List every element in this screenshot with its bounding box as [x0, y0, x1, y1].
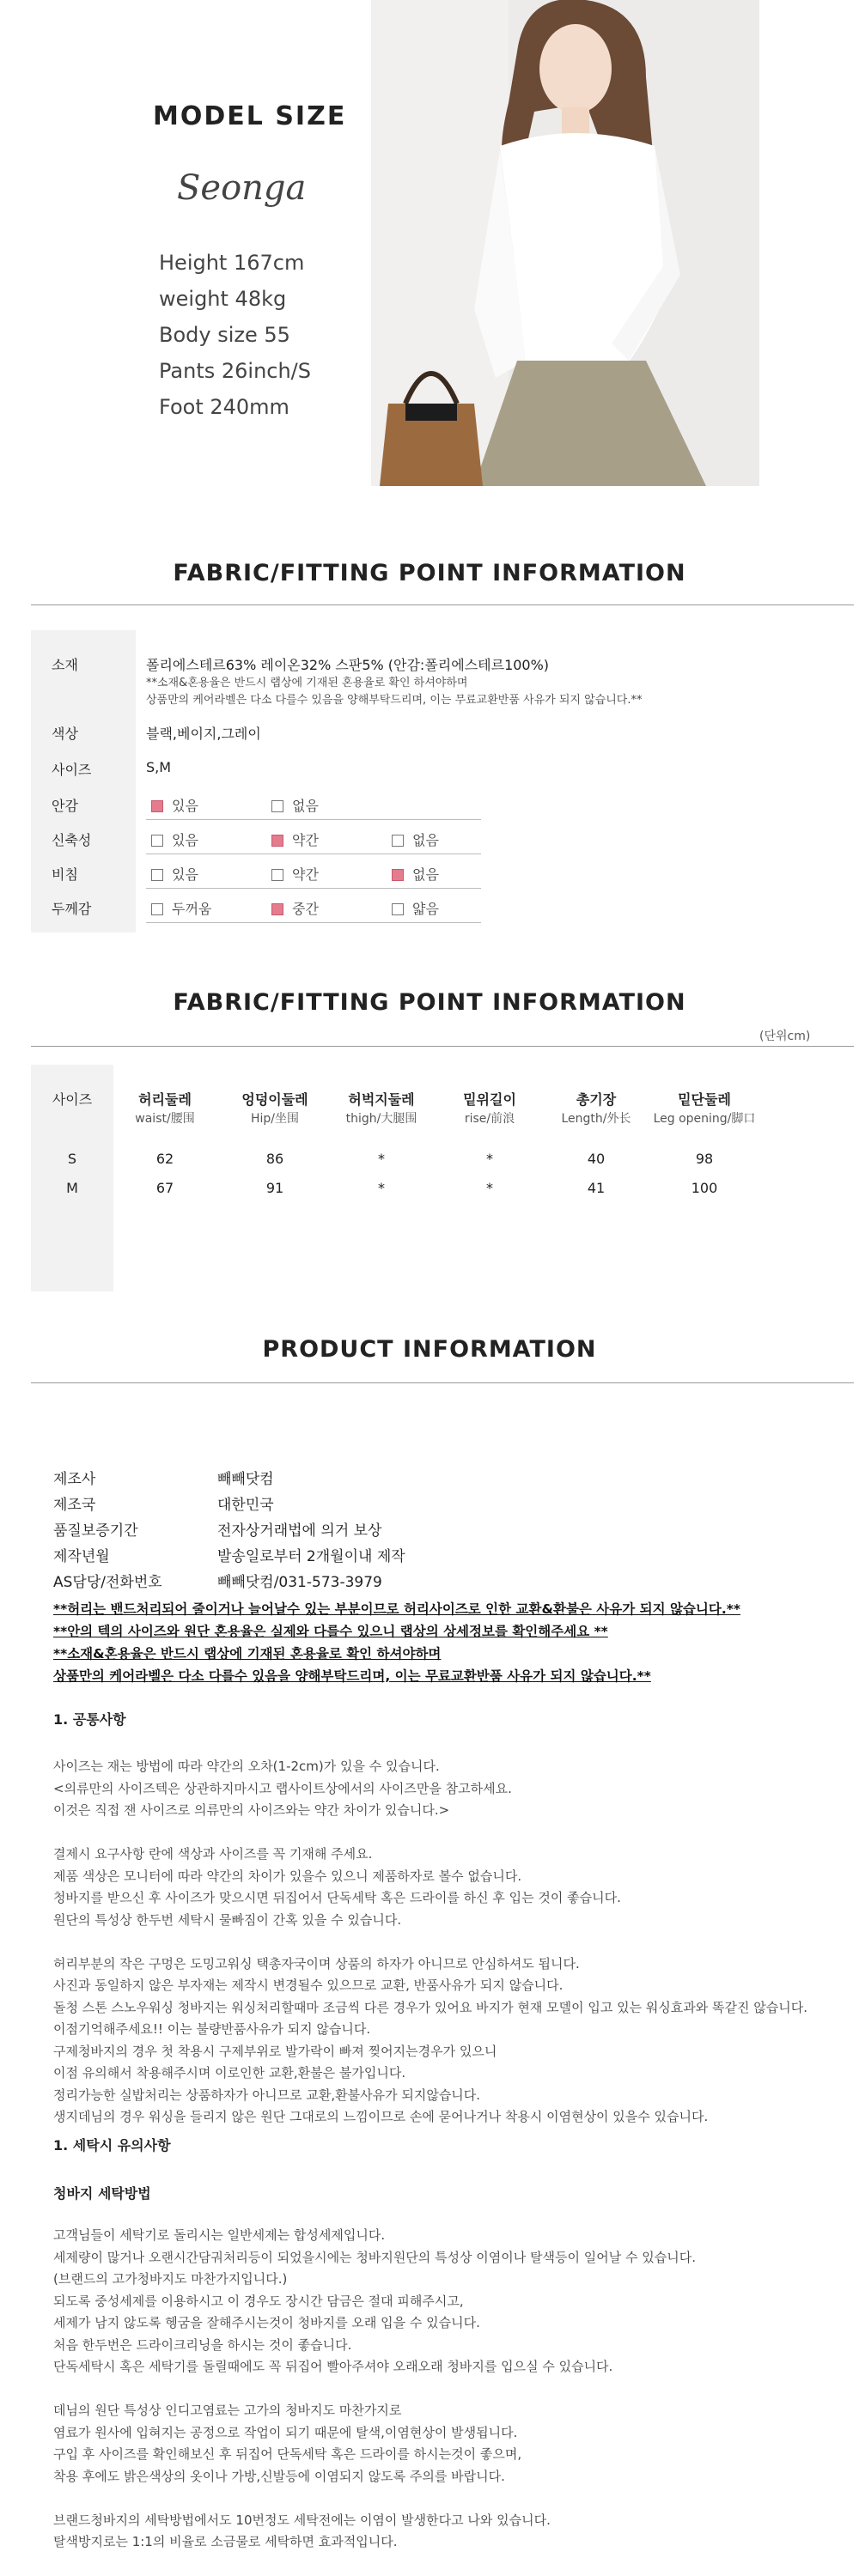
fit-option	[392, 898, 439, 918]
fit-option-label: 약간	[292, 832, 319, 848]
body-line: 세제량이 많거나 오랜시간담궈처리등이 되었을시에는 청바지원단의 특성상 이염이나 탈색등이 일어날 수 있습니다.	[53, 2249, 696, 2265]
fit-option	[271, 898, 319, 918]
material-note-2: 상품만의 케어라벨은 다소 다를수 있음을 양해부탁드리며, 이는 무료교환반품 사유가 되지 않습니다.**	[146, 694, 643, 707]
size-cell: 100	[691, 1180, 718, 1196]
body-line: 처음 한두번은 드라이크리닝을 하시는 것이 좋습니다.	[53, 2336, 352, 2353]
material-label: 소재	[52, 657, 78, 673]
notice-line: **안의 텍의 사이즈와 원단 혼용율은 실제와 다를수 있으니 랩상의 상세정보를 확인해주세요 **	[53, 1624, 608, 1639]
fit-option-label: 있음	[172, 798, 198, 814]
product-info-label: 품질보증기간	[53, 1522, 138, 1540]
unit-label: (단위cm)	[759, 1030, 811, 1043]
size-column-header: 밑단둘레	[678, 1091, 731, 1108]
fit-option-label: 두꺼움	[172, 901, 212, 917]
size-cell: 91	[265, 1180, 284, 1196]
size-column-header: 허리둘레	[138, 1091, 192, 1108]
row-divider	[146, 819, 481, 820]
size-column-header: 허벅지둘레	[348, 1091, 415, 1108]
size-cell: *	[378, 1151, 385, 1167]
body-line: 데님의 원단 특성상 인디고염료는 고가의 청바지도 마찬가지로	[53, 2403, 402, 2418]
color-value: 블랙,베이지,그레이	[146, 726, 261, 742]
fit-option	[151, 829, 198, 849]
body-line: 구입 후 사이즈를 확인해보신 후 뒤집어 단독세탁 혹은 드라이를 하시는것이 좋으며,	[53, 2446, 522, 2462]
body-line: (브랜드의 고가청바지도 마찬가지입니다.)	[53, 2271, 288, 2287]
size-column-subheader: Leg opening/脚口	[653, 1112, 756, 1126]
body-line: 결제시 요구사항 란에 색상과 사이즈를 꼭 기재해 주세요.	[53, 1846, 373, 1862]
model-pants-size: Pants 26inch/S	[159, 359, 311, 383]
fit-option-label: 얇음	[412, 901, 439, 917]
size-column-subheader: Hip/坐围	[250, 1112, 300, 1126]
fit-row-label: 안감	[52, 798, 78, 814]
size-column-subheader: thigh/大腿围	[345, 1112, 417, 1126]
size-row-header: 사이즈	[52, 1091, 93, 1108]
body-line: 생지데님의 경우 워싱을 들리지 않은 원단 그대로의 느낌이므로 손에 묻어나거나 착용시 이염현상이 있을수 있습니다.	[53, 2109, 709, 2124]
body-line: 원단의 특성상 한두번 세탁시 물빠짐이 간혹 있을 수 있습니다.	[53, 1911, 402, 1928]
checkbox-checked-icon	[271, 835, 283, 847]
size-column-header: 엉덩이둘레	[241, 1091, 308, 1108]
fit-option-label: 없음	[412, 832, 439, 848]
fit-option	[151, 795, 198, 815]
fit-option	[271, 864, 319, 884]
size-cell: *	[486, 1151, 493, 1167]
row-divider	[146, 922, 481, 923]
size-label: 사이즈	[52, 762, 92, 778]
checkbox-icon	[271, 869, 283, 881]
size-cell: 41	[587, 1180, 606, 1196]
body-line: 세제가 남지 않도록 헹굼을 잘해주시는것이 청바지를 오래 입을 수 있습니다.	[53, 2315, 480, 2330]
body-line: 이점기억해주세요!! 이는 불량반품사유가 되지 않습니다.	[53, 2021, 371, 2037]
fit-option	[392, 864, 439, 884]
notice-line: **허리는 밴드처리되어 줄이거나 늘어날수 있는 부분이므로 허리사이즈로 인한 교환&환불은 사유가 되지 않습니다.**	[53, 1601, 740, 1617]
size-row-label: S	[67, 1151, 77, 1167]
product-info-label: 제조사	[53, 1471, 96, 1488]
fit-option-label: 없음	[292, 798, 319, 814]
size-cell: 40	[587, 1151, 606, 1167]
fit-option	[151, 898, 211, 918]
checkbox-icon	[151, 903, 163, 915]
color-label: 색상	[52, 726, 78, 742]
product-info-value: 전자상거래법에 의거 보상	[217, 1522, 382, 1540]
product-info-value: 빼빼닷컴/031-573-3979	[217, 1574, 382, 1591]
body-line: 사이즈는 재는 방법에 따라 약간의 오차(1-2cm)가 있을 수 있습니다.	[53, 1759, 440, 1774]
body-line: 이점 유의해서 착용해주시며 이로인한 교환,환불은 불가입니다.	[53, 2065, 406, 2081]
section1-heading: 1. 공통사항	[53, 1711, 126, 1728]
size-row-label: M	[66, 1180, 78, 1196]
checkbox-icon	[151, 869, 163, 881]
size-cell: 86	[265, 1151, 284, 1167]
body-line: 단독세탁시 혹은 세탁기를 돌릴때에도 꼭 뒤집어 빨아주셔야 오래오래 청바지를 입으실 수 있습니다.	[53, 2359, 613, 2374]
checkbox-icon	[392, 835, 404, 847]
product-info-value: 대한민국	[217, 1497, 274, 1514]
material-value: 폴리에스테르63% 레이온32% 스판5% (안감:폴리에스테르100%)	[146, 657, 550, 673]
checkbox-checked-icon	[392, 869, 404, 881]
product-info-label: AS담당/전화번호	[53, 1574, 162, 1591]
fit-option-label: 약간	[292, 866, 319, 883]
body-line: 착용 후에도 밝은색상의 옷이나 가방,신발등에 이염되지 않도록 주의를 바랍니다.	[53, 2468, 505, 2484]
product-info-label: 제작년월	[53, 1548, 110, 1565]
fit-row-label: 두께감	[52, 901, 92, 917]
product-info-label: 제조국	[53, 1497, 96, 1514]
section2-heading: 1. 세탁시 유의사항	[53, 2137, 171, 2154]
model-height: Height 167cm	[159, 251, 305, 275]
checkbox-icon	[151, 835, 163, 847]
model-photo	[371, 0, 759, 486]
body-line: 염료가 원사에 입혀지는 공정으로 작업이 되기 때문에 탈색,이염현상이 발생됩니다.	[53, 2424, 518, 2440]
fit-option	[392, 829, 439, 849]
model-body-size: Body size 55	[159, 323, 290, 347]
body-line: 돌청 스톤 스노우워싱 청바지는 워싱처리할때마 조금씩 다른 경우가 있어요 바지가 현재 모델이 입고 있는 워싱효과와 똑같진 않습니다.	[53, 1999, 808, 2015]
size-column-subheader: Length/外长	[561, 1112, 631, 1126]
fabric-section-title: FABRIC/FITTING POINT INFORMATION	[173, 560, 686, 586]
body-line: 청바지를 받으신 후 사이즈가 맞으시면 뒤집어서 단독세탁 혹은 드라이를 하신 후 입는 것이 좋습니다.	[53, 1890, 621, 1905]
size-cell: *	[378, 1180, 385, 1196]
size-cell: 62	[155, 1151, 174, 1167]
fit-row-label: 신축성	[52, 832, 92, 848]
row-divider	[146, 888, 481, 889]
body-line: 고객님들이 세탁기로 돌리시는 일반세제는 합성세제입니다.	[53, 2227, 386, 2243]
product-info-value: 발송일로부터 2개월이내 제작	[217, 1548, 405, 1565]
fit-option	[271, 795, 319, 815]
fit-option-label: 중간	[292, 901, 319, 917]
divider	[31, 1046, 854, 1047]
product-info-value: 빼빼닷컴	[217, 1471, 274, 1488]
size-column-header: 총기장	[576, 1091, 617, 1108]
checkbox-icon	[392, 903, 404, 915]
size-value: S,M	[146, 759, 172, 775]
size-column-subheader: waist/腰围	[135, 1112, 195, 1126]
model-name: Seonga	[177, 168, 307, 208]
size-section-title: FABRIC/FITTING POINT INFORMATION	[173, 989, 686, 1016]
notice-line: **소재&혼용율은 반드시 랩상에 기재된 혼용율로 확인 하셔야하며	[53, 1646, 442, 1662]
size-cell: 98	[695, 1151, 714, 1167]
body-line: 브랜드청바지의 세탁방법에서도 10번정도 세탁전에는 이염이 발생한다고 나와 있습니다.	[53, 2512, 551, 2528]
fit-option-label: 없음	[412, 866, 439, 883]
notice-line: 상품만의 케어라벨은 다소 다를수 있음을 양해부탁드리며, 이는 무료교환반품 사유가 되지 않습니다.**	[53, 1668, 651, 1684]
checkbox-icon	[271, 800, 283, 812]
body-line: 탈색방지로는 1:1의 비율로 소금물로 세탁하면 효과적입니다.	[53, 2534, 398, 2549]
fit-option	[151, 864, 198, 884]
fit-option-label: 있음	[172, 866, 198, 883]
fabric-label-column	[31, 630, 136, 933]
divider	[31, 1382, 854, 1383]
model-foot-size: Foot 240mm	[159, 395, 289, 419]
size-column-header: 밑위길이	[463, 1091, 516, 1108]
checkbox-checked-icon	[271, 903, 283, 915]
body-line: 구제청바지의 경우 첫 착용시 구제부위로 발가락이 빠져 찢어지는경우가 있으니	[53, 2043, 497, 2059]
fit-option-label: 있음	[172, 832, 198, 848]
size-column-subheader: rise/前浪	[464, 1112, 515, 1126]
section2-subheading: 청바지 세탁방법	[53, 2185, 151, 2202]
fit-option	[271, 829, 319, 849]
body-line: 제품 색상은 모니터에 따라 약간의 차이가 있을수 있으니 제품하자로 볼수 없습니다.	[53, 1868, 522, 1884]
checkbox-checked-icon	[151, 800, 163, 812]
product-section-title: PRODUCT INFORMATION	[262, 1336, 597, 1363]
body-line: 되도록 중성세제를 이용하시고 이 경우도 장시간 담금은 절대 피해주시고,	[53, 2293, 464, 2309]
body-line: 사진과 동일하지 않은 부자재는 제작시 변경될수 있으므로 교환, 반품사유가 되지 않습니다.	[53, 1978, 564, 1993]
size-cell: 67	[155, 1180, 174, 1196]
model-weight: weight 48kg	[159, 287, 287, 311]
body-line: 허리부분의 작은 구멍은 도밍고워싱 택총자국이며 상품의 하자가 아니므로 안심하셔도 됩니다.	[53, 1955, 580, 1971]
model-size-title: MODEL SIZE	[153, 101, 347, 131]
body-line: <의류만의 사이즈텍은 상관하지마시고 랩사이트상에서의 사이즈만을 참고하세요.	[53, 1780, 512, 1796]
fit-row-label: 비침	[52, 866, 78, 883]
size-cell: *	[486, 1180, 493, 1196]
body-line: 이것은 직접 잰 사이즈로 의류만의 사이즈와는 약간 차이가 있습니다.>	[53, 1802, 450, 1818]
material-note-1: **소재&혼용율은 반드시 랩상에 기재된 혼용율로 확인 하셔야하며	[146, 677, 468, 690]
body-line: 정리가능한 실밥처리는 상품하자가 아니므로 교환,환불사유가 되지않습니다.	[53, 2087, 481, 2103]
